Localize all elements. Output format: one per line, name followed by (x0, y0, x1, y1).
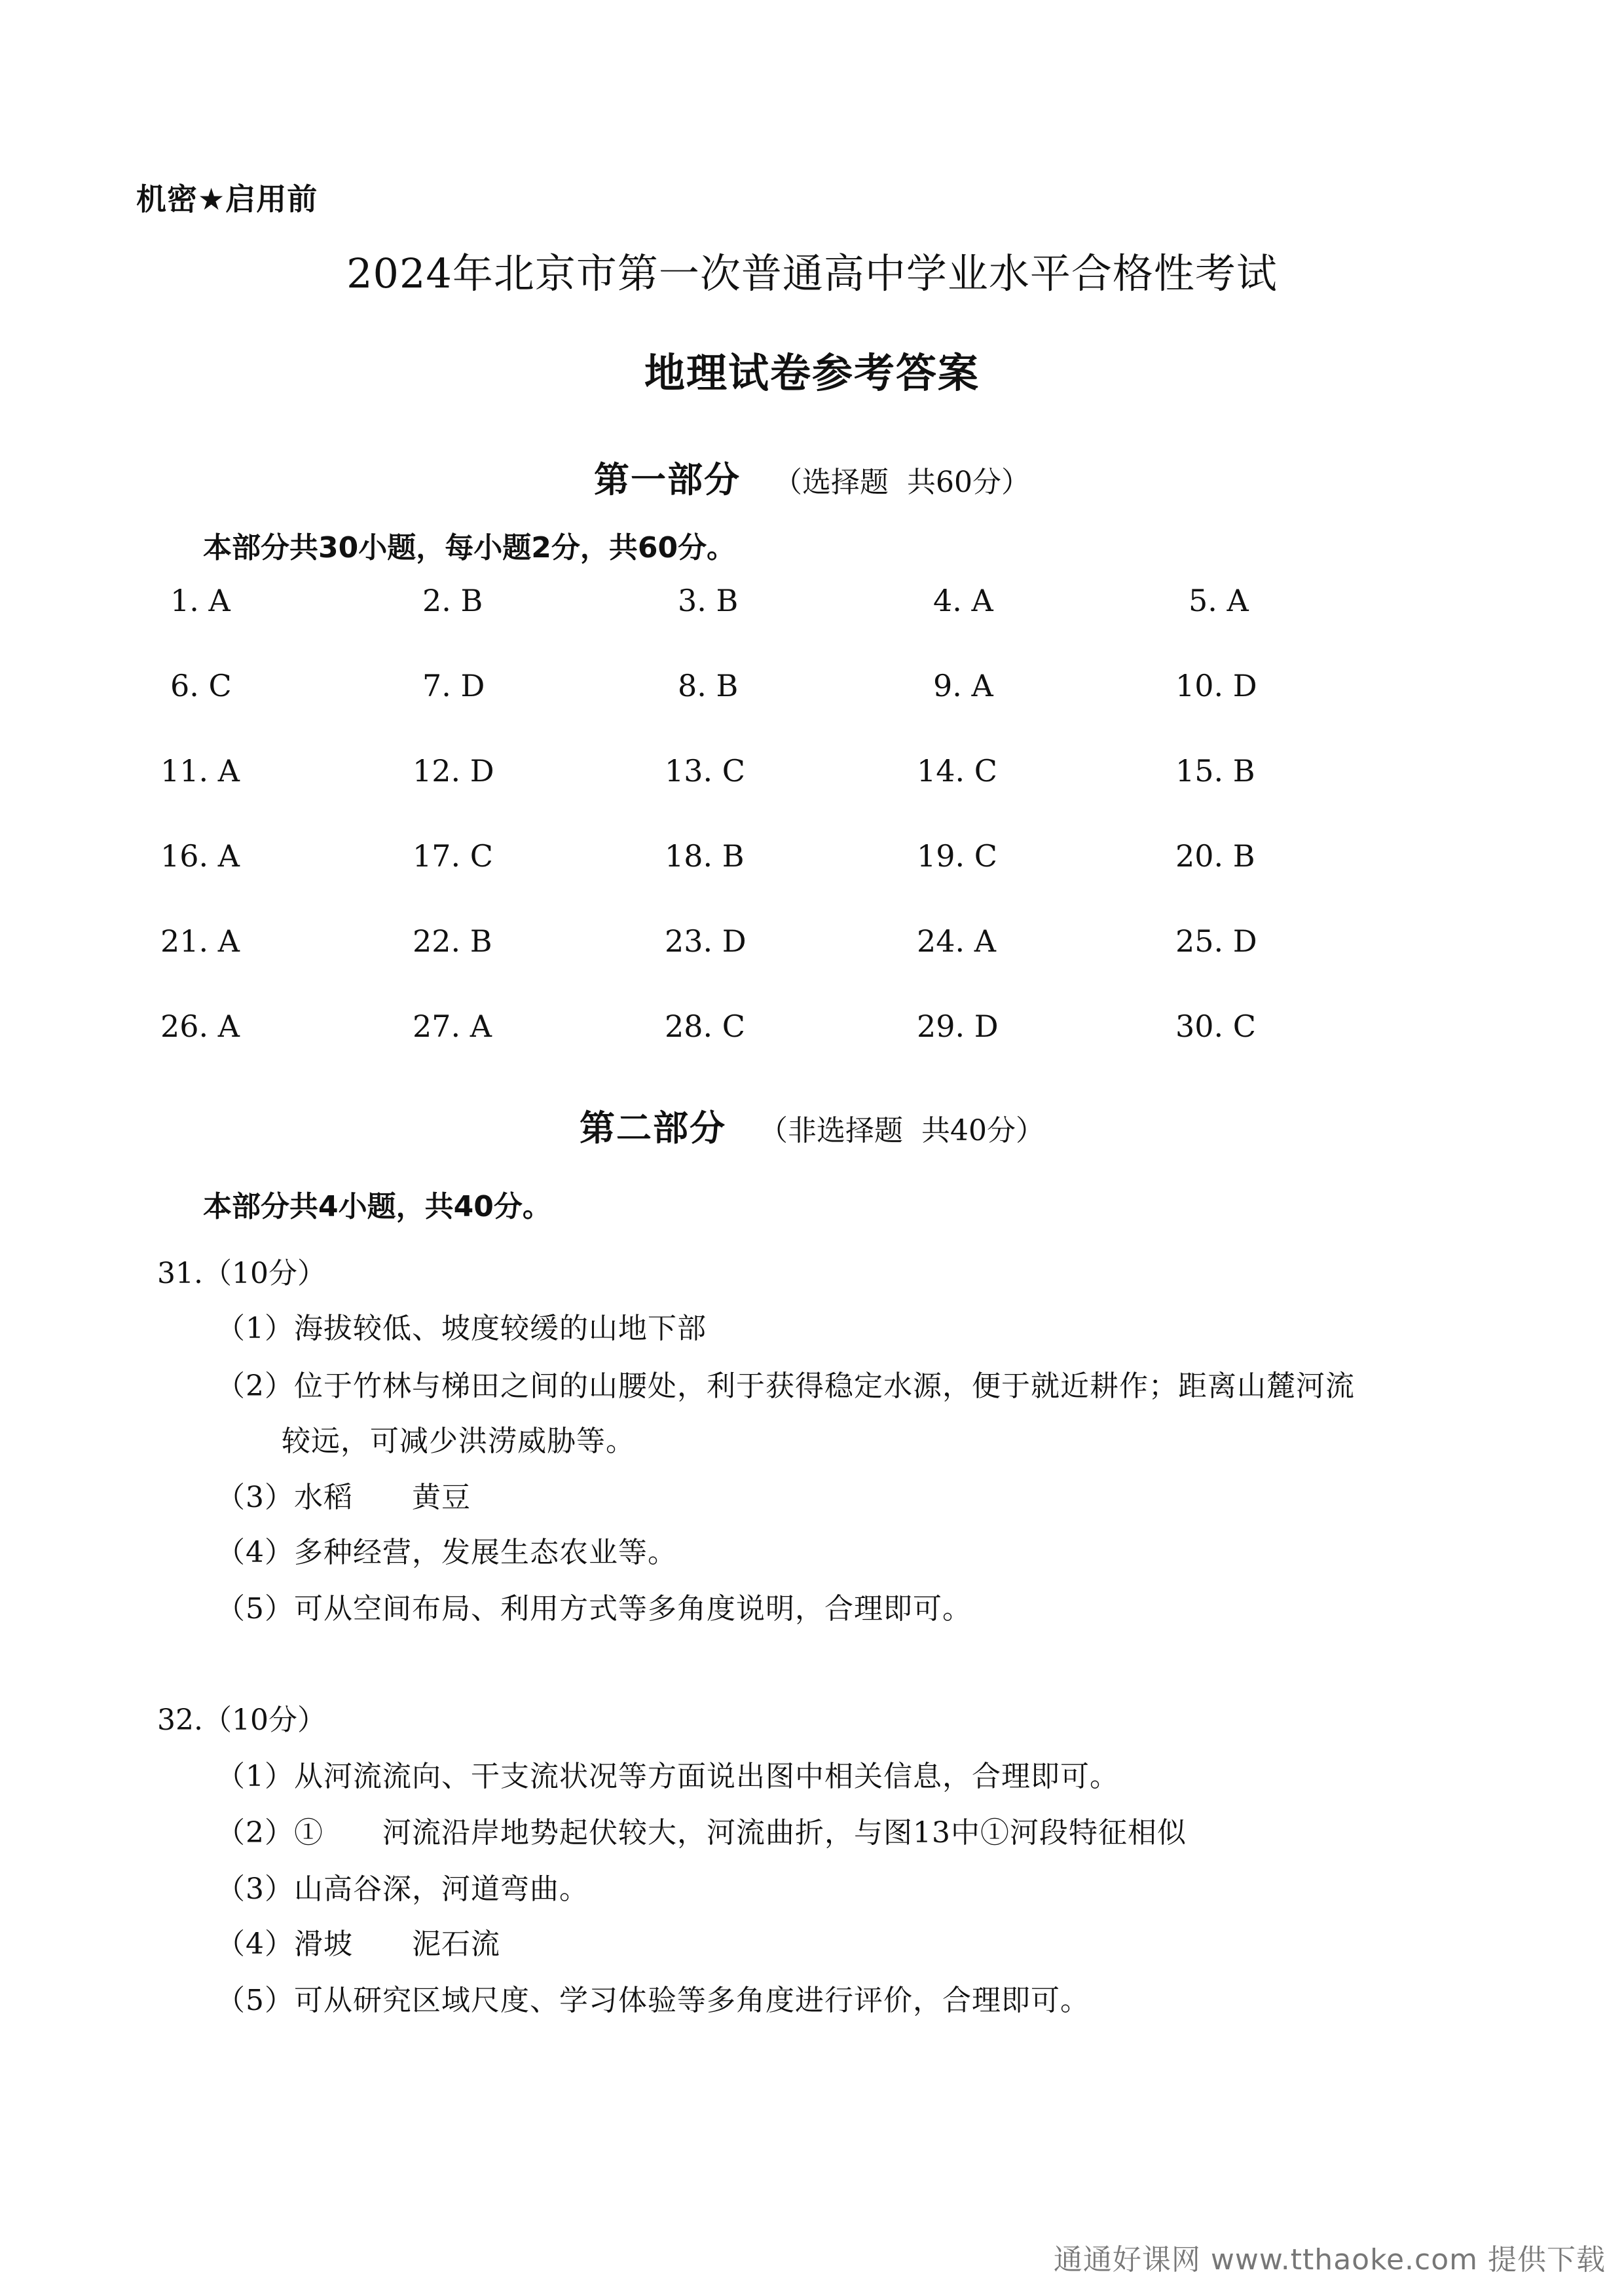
answer-item: 13. C (665, 753, 745, 789)
q31-line: （4）多种经营，发展生态农业等。 (216, 1536, 677, 1569)
part1-heading (0, 452, 1624, 502)
answer-item: 18. B (665, 838, 745, 874)
q32-line: （3）山高谷深，河道弯曲。 (216, 1872, 589, 1906)
answer-item: 7. D (422, 668, 485, 703)
answer-item: 8. B (678, 668, 739, 703)
part1-name: 第一部分 (594, 459, 741, 500)
q31-line: （5）可从空间布局、利用方式等多角度说明，合理即可。 (216, 1592, 972, 1626)
q32-line: （4）滑坡 泥石流 (216, 1927, 500, 1961)
answer-item: 29. D (917, 1009, 999, 1044)
q31-line: （1）海拔较低、坡度较缓的山地下部 (216, 1312, 707, 1345)
answer-item: 4. A (933, 583, 993, 618)
part1-intro: 本部分共30小题，每小题2分，共60分。 (203, 531, 736, 565)
part2-intro: 本部分共4小题，共40分。 (203, 1190, 551, 1223)
answer-item: 5. A (1189, 583, 1249, 618)
answer-item: 30. C (1175, 1009, 1256, 1044)
answer-item: 16. A (160, 838, 240, 874)
answer-item: 6. C (170, 668, 232, 703)
confidential-label: 机密★启用前 (136, 181, 318, 217)
answer-item: 24. A (917, 923, 996, 959)
answer-item: 11. A (160, 753, 240, 789)
answer-item: 14. C (917, 753, 997, 789)
q32-line: （1）从河流流向、干支流状况等方面说出图中相关信息，合理即可。 (216, 1760, 1119, 1793)
q32-line: （2）① 河流沿岸地势起伏较大，河流曲折，与图13中①河段特征相似 (216, 1816, 1187, 1850)
question-32-heading: 32.（10分） (157, 1703, 326, 1737)
answer-item: 28. C (665, 1009, 745, 1044)
answer-item: 3. B (678, 583, 739, 618)
watermark-text: 通通好课网 www.tthaoke.com 提供下载 (1053, 2243, 1606, 2277)
question-31-heading: 31.（10分） (157, 1257, 326, 1290)
answer-item: 10. D (1175, 668, 1257, 703)
answer-item: 22. B (413, 923, 492, 959)
answer-item: 15. B (1175, 753, 1255, 789)
answer-item: 20. B (1175, 838, 1255, 874)
answer-item: 26. A (160, 1009, 240, 1044)
answer-item: 25. D (1175, 923, 1257, 959)
answer-item: 12. D (413, 753, 494, 789)
answer-key-title: 地理试卷参考答案 (644, 349, 980, 397)
q31-line: 较远，可减少洪涝威胁等。 (282, 1424, 635, 1458)
answer-item: 23. D (665, 923, 747, 959)
answer-item: 21. A (160, 923, 240, 959)
answer-item: 27. A (413, 1009, 492, 1044)
part2-note: （非选择题 共40分） (759, 1114, 1044, 1147)
part2-heading (0, 1100, 1624, 1151)
part1-note: （选择题 共60分） (773, 466, 1030, 499)
q32-line: （5）可从研究区域尺度、学习体验等多角度进行评价，合理即可。 (216, 1984, 1090, 2017)
answer-item: 9. A (933, 668, 993, 703)
part2-name: 第二部分 (580, 1107, 727, 1149)
answer-item: 19. C (917, 838, 997, 874)
q31-line: （3）水稻 黄豆 (216, 1481, 471, 1514)
q31-line: （2）位于竹林与梯田之间的山腰处，利于获得稳定水源，便于就近耕作；距离山麓河流 (216, 1369, 1355, 1403)
answer-item: 17. C (413, 838, 493, 874)
answer-item: 2. B (422, 583, 483, 618)
answer-item: 1. A (170, 583, 231, 618)
exam-title: 2024年北京市第一次普通高中学业水平合格性考试 (346, 250, 1278, 297)
